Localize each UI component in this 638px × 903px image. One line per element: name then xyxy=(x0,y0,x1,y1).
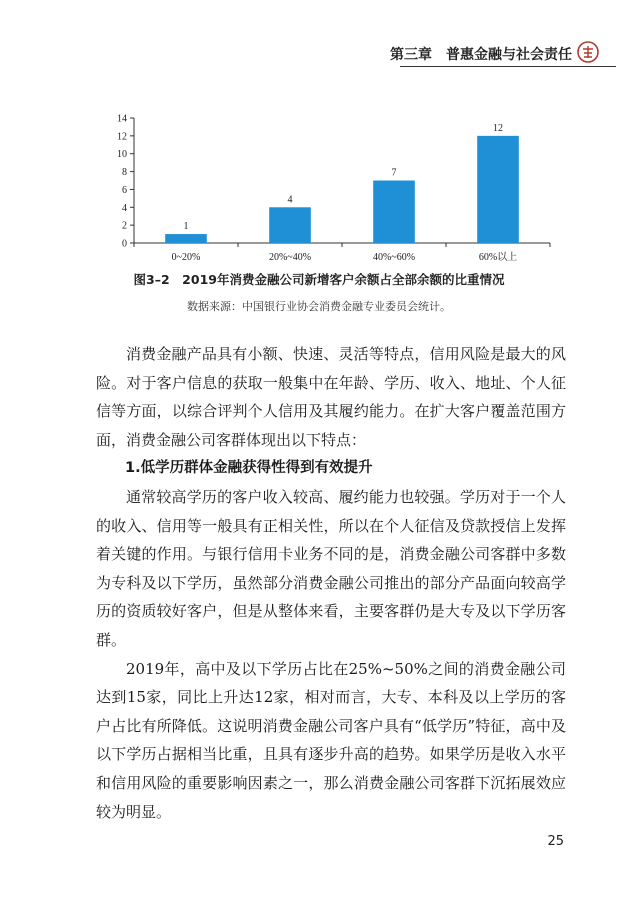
bar-chart-svg xyxy=(96,108,556,270)
y-tick-label: 6 xyxy=(122,184,127,196)
y-tick-label: 2 xyxy=(122,220,127,232)
bar xyxy=(477,136,519,243)
data-label: 1 xyxy=(183,221,189,233)
y-tick-label: 14 xyxy=(117,113,127,125)
section-heading: 1.低学历群体金融获得性得到有效提升 xyxy=(125,460,373,477)
chapter-title: 第三章 普惠金融与社会责任 xyxy=(390,47,572,63)
figure-source: 数据来源：中国银行业协会消费金融专业委员会统计。 xyxy=(187,300,451,313)
paragraph: 2019年，高中及以下学历占比在25%~50%之间的消费金融公司达到15家，同比上升达12家，相对而言，大专、本科及以上学历的客户占比有所降低。这说明消费金融公司客户具有“低学历”特征，高中及以下学历占据相当比重，且具有逐步升高的趋势。如果学历是收入水平和信用风险的重要影响因素之一，那么消费金融公司客群下沉拓展效应较为明显。 xyxy=(96,659,566,821)
y-tick-label: 12 xyxy=(117,131,127,143)
data-label: 4 xyxy=(287,194,293,206)
data-label: 12 xyxy=(493,122,503,134)
paragraph: 通常较高学历的客户收入较高、履约能力也较强。学历对于一个人的收入、信用等一般具有正相关性，所以在个人征信及贷款授信上发挥着关键的作用。与银行信用卡业务不同的是，消费金融公司客群中多数为专科及以下学历，虽然部分消费金融公司推出的部分产品面向较高学历的资质较好客户，但是从整体来看，主要客群仍是大专及以下学历客群。 xyxy=(96,487,566,649)
y-tick-label: 10 xyxy=(117,149,127,161)
bar xyxy=(165,234,207,243)
y-tick-label: 8 xyxy=(122,167,127,179)
bar-chart xyxy=(96,108,556,270)
figure-caption: 图3–2 2019年消费金融公司新增客户余额占全部余额的比重情况 xyxy=(133,272,505,287)
x-tick-label: 20%~40% xyxy=(268,252,312,263)
y-tick-label: 4 xyxy=(122,202,127,214)
x-tick-label: 60%以上 xyxy=(478,252,518,263)
bar xyxy=(269,207,311,243)
body-text xyxy=(96,340,566,826)
data-label: 7 xyxy=(391,167,397,179)
page-number: 25 xyxy=(547,834,564,849)
x-tick-label: 40%~60% xyxy=(372,252,416,263)
x-tick-label: 0~20% xyxy=(171,252,201,263)
seal-logo-icon xyxy=(576,40,600,64)
paragraph: 消费金融产品具有小额、快速、灵活等特点，信用风险是最大的风险。对于客户信息的获取一般集中在年龄、学历、收入、地址、个人征信等方面，以综合评判个人信用及其履约能力。在扩大客户覆盖范围方面，消费金融公司客群体现出以下特点： xyxy=(96,345,566,449)
y-tick-label: 0 xyxy=(122,238,127,250)
header-rule xyxy=(400,66,616,67)
bar xyxy=(373,181,415,244)
running-header xyxy=(0,38,616,64)
